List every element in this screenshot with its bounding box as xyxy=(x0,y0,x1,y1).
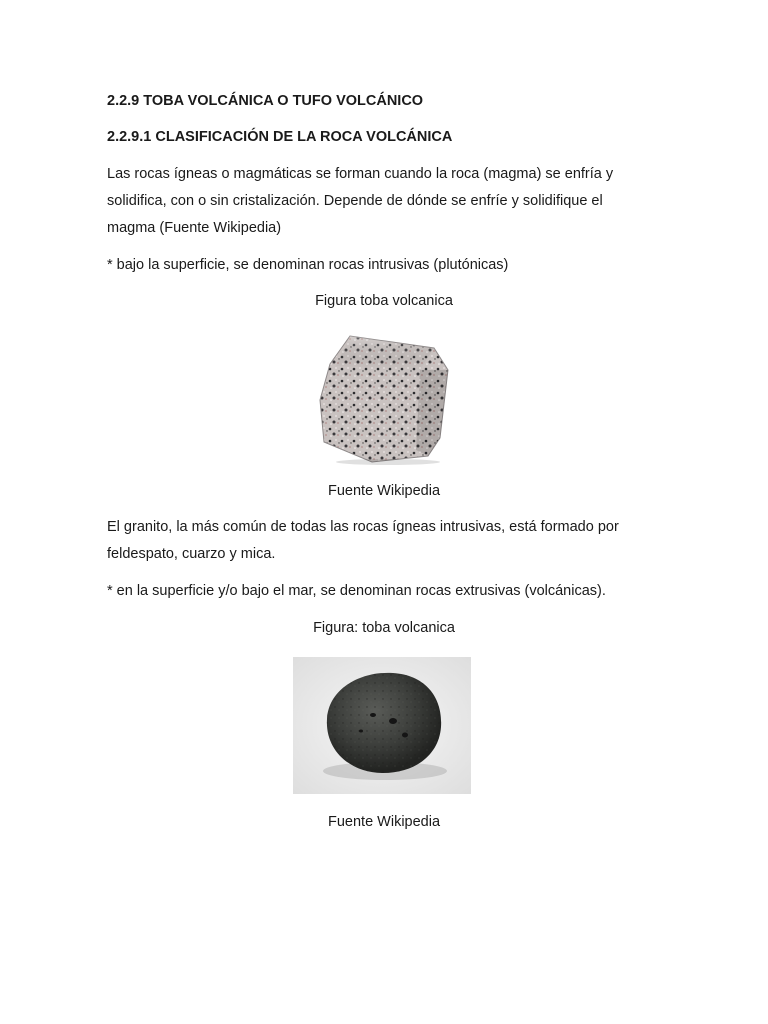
granite-rock-image xyxy=(316,330,452,466)
bullet-line: * en la superficie y/o bajo el mar, se denominan rocas extrusivas (volcánicas). xyxy=(107,583,606,599)
bullet-line: * bajo la superficie, se denominan rocas intrusivas (plutónicas) xyxy=(107,257,509,273)
paragraph-line: solidifica, con o sin cristalización. Depende de dónde se enfríe y solidifique el xyxy=(107,193,603,209)
figure-caption: Figura: toba volcanica xyxy=(313,620,455,636)
figure-source: Fuente Wikipedia xyxy=(327,483,441,499)
figure-source: Fuente Wikipedia xyxy=(327,814,441,830)
section-heading: 2.2.9 TOBA VOLCÁNICA O TUFO VOLCÁNICO xyxy=(107,93,424,109)
paragraph-line: feldespato, cuarzo y mica. xyxy=(107,546,276,562)
paragraph-line: El granito, la más común de todas las rocas ígneas intrusivas, está formado por xyxy=(107,519,619,535)
paragraph-line: Las rocas ígneas o magmáticas se forman cuando la roca (magma) se enfría y xyxy=(107,166,614,182)
figure-caption: Figura toba volcanica xyxy=(315,293,453,309)
paragraph-line: magma (Fuente Wikipedia) xyxy=(107,220,282,236)
subsection-heading: 2.2.9.1 CLASIFICACIÓN DE LA ROCA VOLCÁNICA xyxy=(107,129,453,145)
tuff-rock-image xyxy=(293,657,471,794)
